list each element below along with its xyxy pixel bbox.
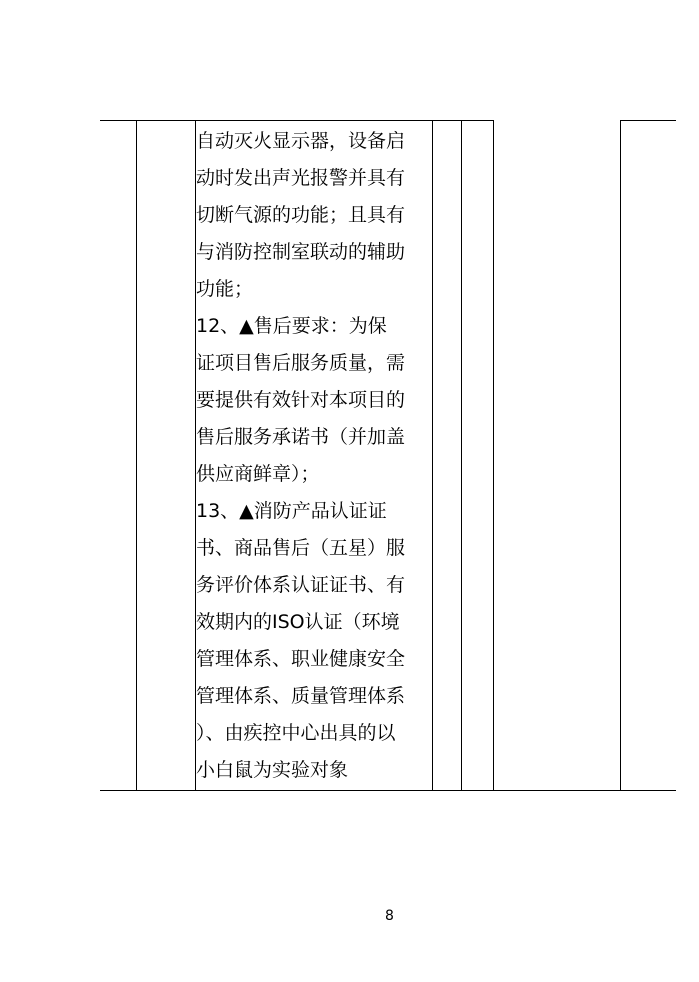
- requirement-text-line: 要提供有效针对本项目的: [196, 389, 406, 411]
- requirement-text-line: 小白鼠为实验对象: [196, 759, 349, 781]
- table-bottom-border: [100, 790, 676, 791]
- requirement-text-line: 书、商品售后（五星）服: [196, 537, 406, 559]
- requirement-text-line: 供应商鲜章）；: [196, 463, 320, 485]
- requirement-text-line: 务评价体系认证证书、有: [196, 574, 406, 596]
- requirement-text-line: 功能；: [196, 278, 254, 300]
- table-top-border-left: [100, 120, 493, 121]
- table-top-border-right: [620, 120, 676, 121]
- column-line-4: [461, 120, 462, 790]
- column-line-3: [432, 120, 433, 790]
- requirement-text-line: 管理体系、职业健康安全: [196, 648, 406, 670]
- column-line-5: [493, 120, 494, 790]
- requirement-text-line: 自动灭火显示器，设备启: [196, 130, 406, 152]
- requirement-text-line: 动时发出声光报警并具有: [196, 167, 406, 189]
- column-line-6: [620, 120, 621, 790]
- requirement-text-line: 售后服务承诺书（并加盖: [196, 426, 406, 448]
- requirements-cell: [196, 123, 432, 789]
- requirement-text-line: 证项目售后服务质量，需: [196, 352, 406, 374]
- requirement-text-line: 切断气源的功能；且具有: [196, 204, 406, 226]
- requirement-text-line: 12、▲售后要求：为保: [196, 315, 387, 337]
- requirement-text-line: 与消防控制室联动的辅助: [196, 241, 406, 263]
- requirement-text-line: 13、▲消防产品认证证: [196, 500, 387, 522]
- page-number: 8: [385, 908, 394, 924]
- requirement-text-line: 效期内的ISO认证（环境: [196, 611, 400, 633]
- column-line-1: [136, 120, 137, 790]
- requirement-text-line: ）、由疾控中心出具的以: [196, 722, 396, 744]
- requirement-text-line: 管理体系、质量管理体系: [196, 685, 406, 707]
